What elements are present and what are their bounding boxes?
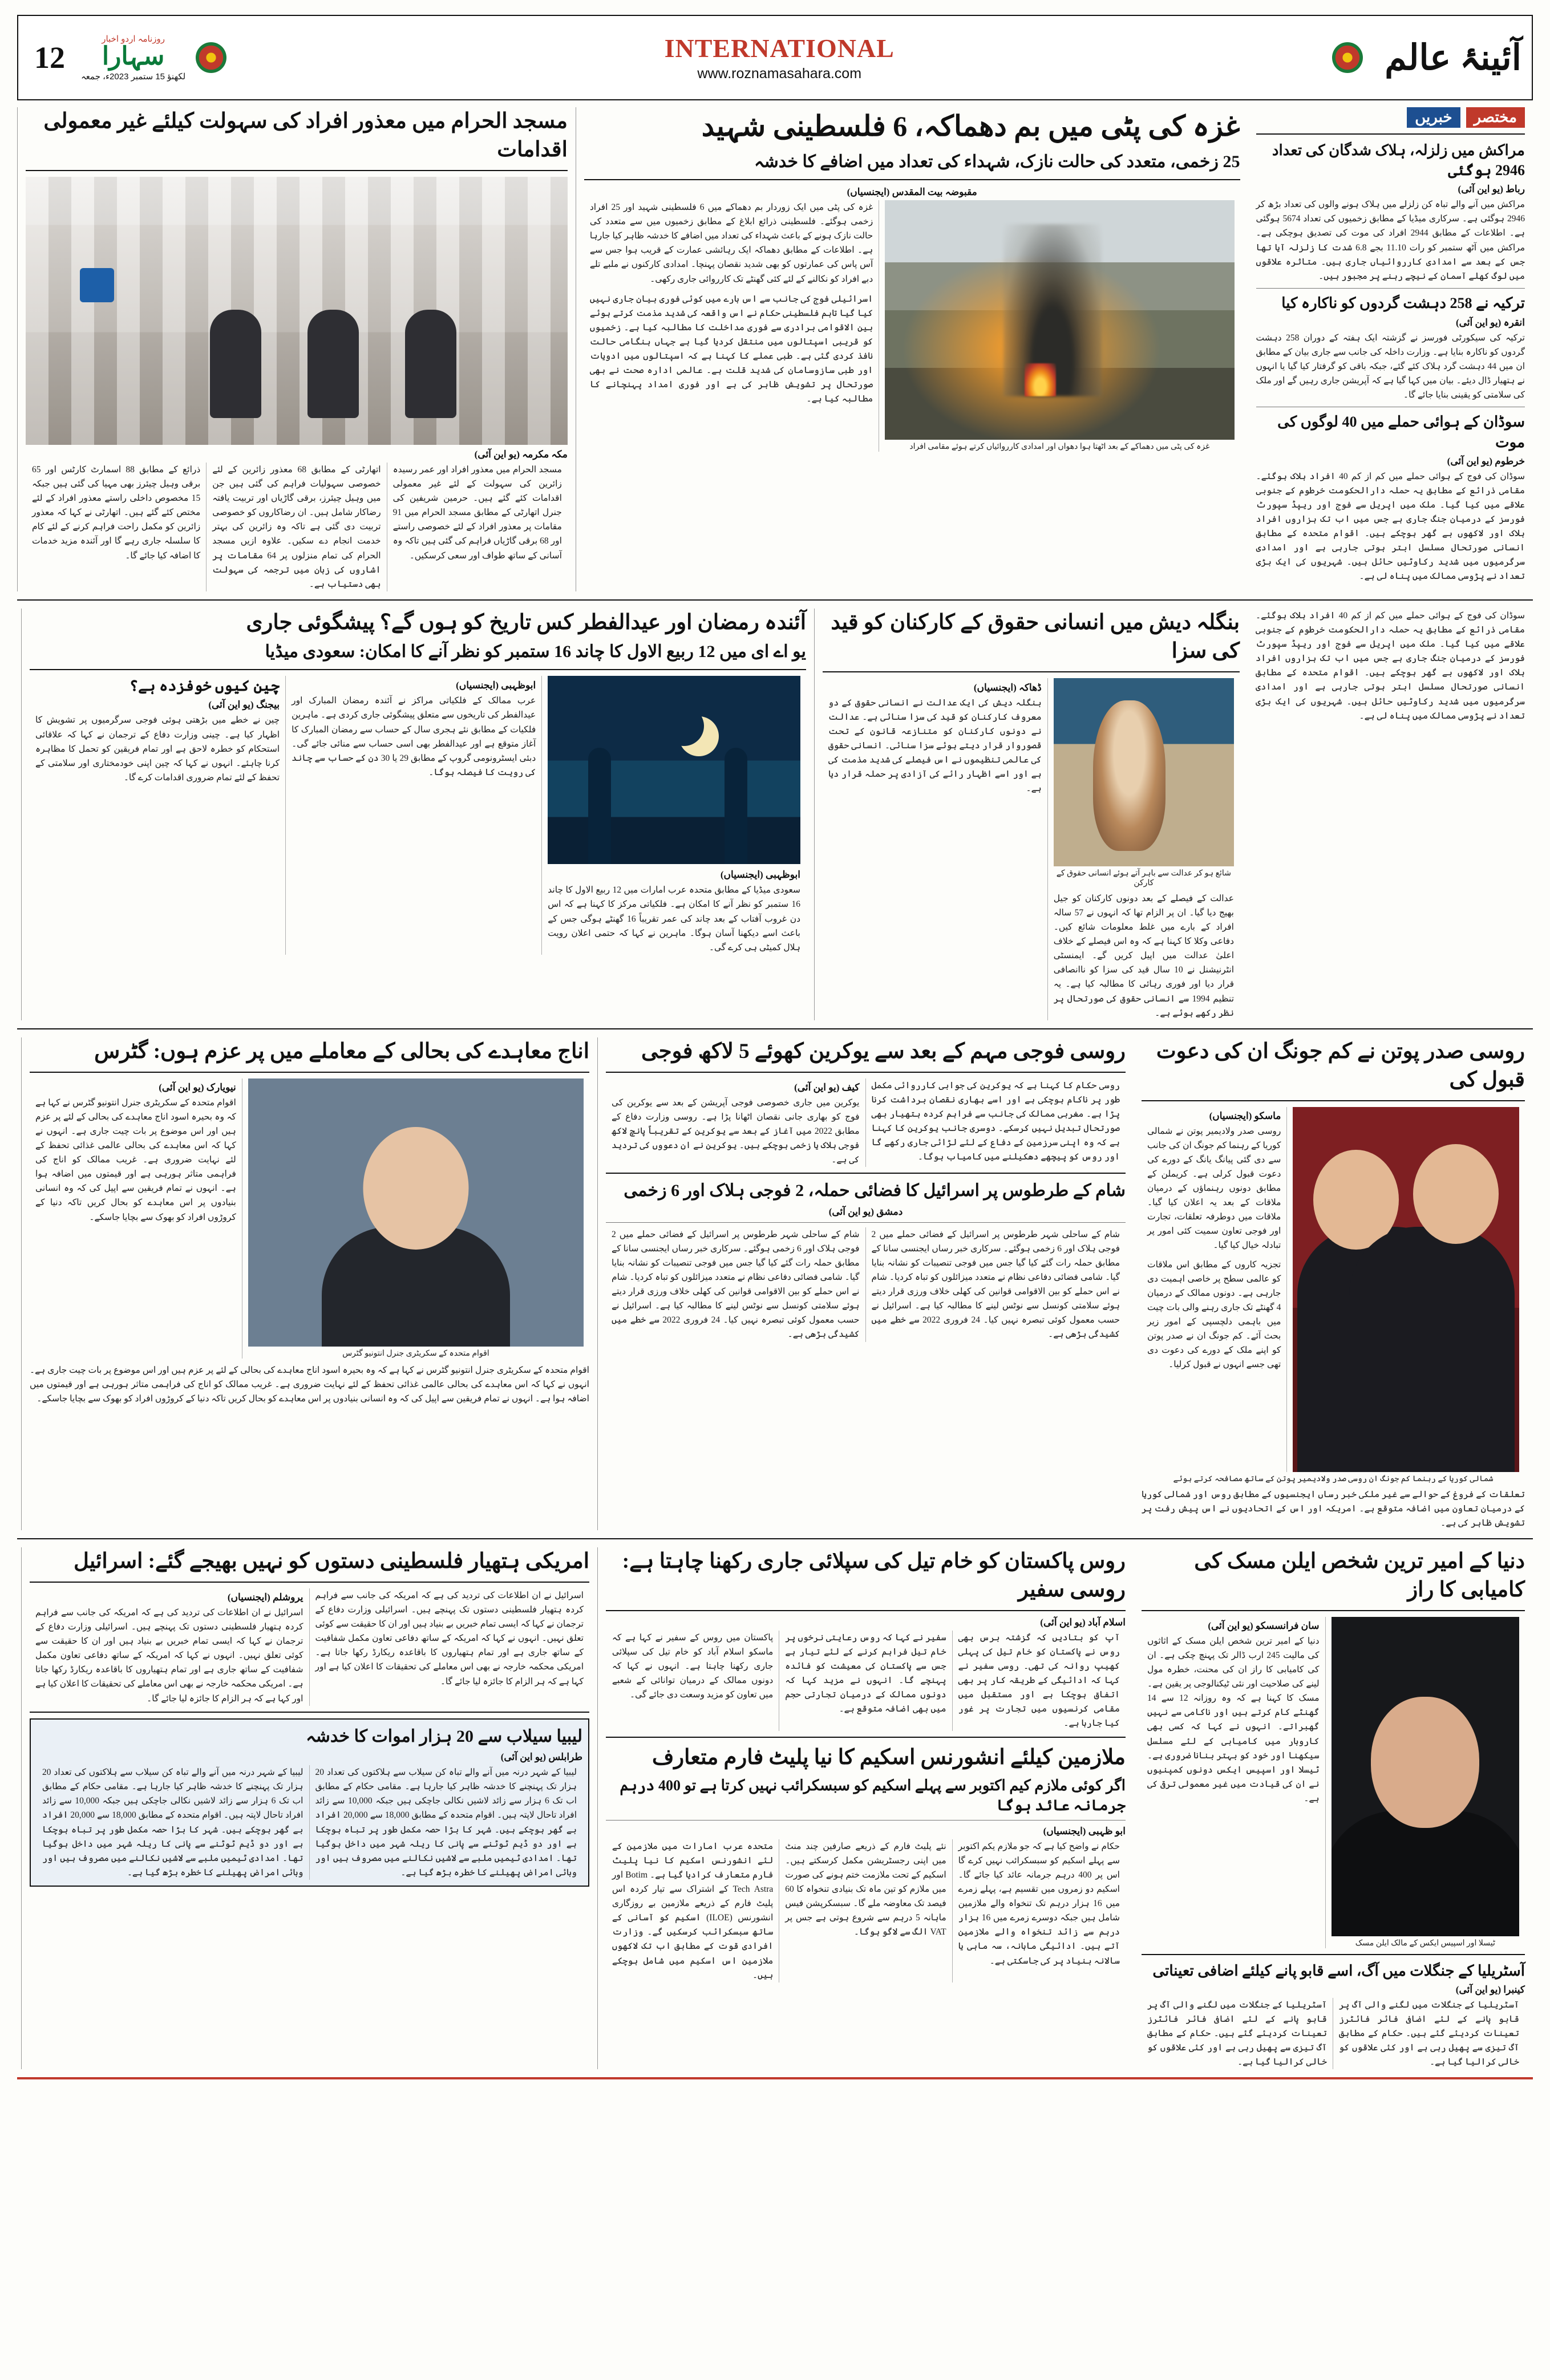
masthead xyxy=(17,15,1533,100)
bangladesh-photo-caption: شائع ہو کر عدالت سے باہر آتے ہوئے انسانی حقوق کے کارکن xyxy=(1056,869,1231,887)
row-fourth xyxy=(17,1547,1533,2070)
row2-sidebar-continued xyxy=(1248,609,1533,1020)
uae-col-2: نئے پلیٹ فارم کے ذریعے صارفین چند منٹ میں اپنی رجسٹریشن مکمل کرسکتے ہیں۔ اسکیم کے تحت ملازمت ختم ہونے کی صورت میں ملازم کو تین ماہ تک بنیادی تنخواہ کا 60 فیصد تک معاوضہ ملے گا۔ سبسکرپشن فیس ماہانہ 5 درہم سے شروع ہوتی ہے جس پر VAT الگ سے لاگو ہوگا۔ xyxy=(785,1841,946,1937)
musk-text: دنیا کے امیر ترین شخص ایلن مسک کے اثاثوں کی مالیت 245 ارب ڈالر تک پہنچ چکی ہے۔ ان کی کامیابی کا راز ان کی محنت، خطرہ مول لینے کی صلاحیت اور نئی ٹیکنالوجی پر یقین ہے۔ مسک کا کہنا ہے کہ وہ روزانہ 12 سے 14 گھنٹے کام کرتے ہیں اور ناکامی سے نہیں گھبراتے۔ انہوں نے کہا کہ کسی بھی کاروبار میں کامیابی کے لئے مسلسل سیکھنا اور خود کو بہتر بنانا ضروری ہے۔ ٹیسلا اور اسپیس ایکس دونوں کمپنیوں نے ان کی قیادت میں غیر معمولی ترقی کی ہے۔ xyxy=(1147,1636,1320,1803)
brief-news-tags xyxy=(1256,107,1525,128)
eid-headline: آئندہ رمضان اور عیدالفطر کس تاریخ کو ہوں گے؟ پیشگوئی جاری xyxy=(246,610,806,634)
china-text: چین نے خطے میں بڑھتی ہوئی فوجی سرگرمیوں پر تشویش کا اظہار کیا ہے۔ چینی وزارت دفاع کے ترجمان نے کہا کہ علاقائی استحکام کو خطرہ لاحق ہے اور تمام فریقین کو تحمل کا مظاہرہ کرنا چاہئے۔ انہوں نے کہا کہ چین اپنی خودمختاری اور سلامتی کے تحفظ کے لئے تمام ضروری اقدامات کرے گا۔ xyxy=(35,715,280,782)
israel-headline: امریکی ہتھیار فلسطینی دستوں کو نہیں بھیجے گئے: اسرائیل xyxy=(73,1549,589,1573)
lead-photo-caption: غزہ کی پٹی میں دھماکے کے بعد اٹھتا ہوا دھواں اور امدادی کارروائیاں کرتے ہوئے مقامی افراد xyxy=(909,443,1210,451)
libya-body xyxy=(37,1765,582,1880)
musk-body xyxy=(1142,1617,1525,1948)
lead-subhead: 25 زخمی، متعدد کی حالت نازک، شہداء کی تعداد میں اضافے کا خدشہ xyxy=(754,152,1240,171)
china-headline: چین کیوں خوفزدہ ہے؟ xyxy=(129,678,280,695)
bangladesh-col-1: بنگلہ دیش کی ایک عدالت نے انسانی حقوق کے دو معروف کارکنان کو قید کی سزا سنائی ہے۔ عدالت نے دونوں کارکنان کو متنازعہ قانون کے تحت قصوروار قرار دیتے ہوئے سزا سنائی۔ انسانی حقوق کی عالمی تنظیموں نے اس فیصلے کی شدید مذمت کی ہے اور اسے اظہار رائے کی آزادی پر حملہ قرار دیا ہے۔ xyxy=(828,698,1042,794)
putin-story xyxy=(1134,1037,1533,1530)
musk-photo-caption: ٹیسلا اور اسپیس ایکس کے مالک ایلن مسک xyxy=(1355,1939,1495,1948)
haram-body xyxy=(26,463,568,591)
crescent-moon-icon xyxy=(664,706,704,746)
australia-byline: کینبرا (یو این آئی) xyxy=(1455,1984,1525,1995)
guterres-body xyxy=(30,1078,589,1359)
guterres-photo xyxy=(248,1078,584,1347)
ukraine-headline: روسی فوجی مہم کے بعد سے یوکرین کھوئے 5 لاکھ فوجی xyxy=(641,1039,1126,1063)
uae-insurance-subhead: اگر کوئی ملازم کیم اکتوبر سے پہلے اسکیم کو سبسکرائب نہیں کرتا ہے تو 400 درہم جرمانہ عائد ہوگا xyxy=(620,1777,1126,1814)
tag-khabrain: خبریں xyxy=(1407,107,1460,128)
masthead-left xyxy=(29,34,226,82)
issue-date: لکھنؤ 15 ستمبر 2023ء، جمعہ xyxy=(81,72,186,82)
brief-byline-2: انقرہ (یو این آئی) xyxy=(1455,317,1525,328)
putin-col-2: تجزیہ کاروں کے مطابق اس ملاقات کو عالمی سطح پر خاصی اہمیت دی جارہی ہے۔ دونوں ممالک کے درمیان 4 گھنٹے تک جاری رہنے والی بات چیت میں باہمی دلچسپی کے امور زیر بحث آئے۔ کم جونگ ان نے صدر پوتن کو اپنے ملک کے دورے کی دعوت دی تھی جسے انہوں نے قبول کرلیا۔ xyxy=(1147,1259,1281,1370)
section-title-ur: آئینۂ عالم xyxy=(1385,39,1521,78)
libya-text-b: لیبیا کے شہر درنہ میں آنے والے تباہ کن سیلاب سے ہلاکتوں کی تعداد 20 ہزار تک پہنچنے کا خدشہ ظاہر کیا جارہا ہے۔ مقامی حکام کے مطابق اب تک 6 ہزار سے زائد لاشیں نکالی جاچکی ہیں جبکہ 10,000 سے زائد افراد تاحال لاپتہ ہیں۔ اقوام متحدہ کے مطابق 18,000 سے 20,000 افراد بے گھر ہوچکے ہیں۔ شہر کا بڑا حصہ مکمل طور پر تباہ ہوچکا ہے اور دو ڈیم ٹوٹنے سے پانی کا ریلہ شہر میں داخل ہوگیا تھا۔ امدادی ٹیمیں ملبے سے لاشیں نکالنے میں مصروف ہیں اور وبائی امراض پھیلنے کا خطرہ بڑھ گیا ہے۔ xyxy=(315,1767,577,1878)
brief-item-2 xyxy=(1256,293,1525,403)
brief-text-3: سوڈان کی فوج کے ہوائی حملے میں کم از کم 40 افراد ہلاک ہوگئے۔ مقامی ذرائع کے مطابق یہ حملہ دارالحکومت خرطوم کے جنوبی علاقے میں کیا گیا۔ ملک میں اپریل سے فوج اور ریپڈ سپورٹ فورسز کے درمیان جنگ جاری ہے جس میں اب تک ہزاروں افراد ہلاک اور لاکھوں بے گھر ہوچکے ہیں۔ اقوام متحدہ کے مطابق انسانی صورتحال مسلسل ابتر ہوتی جارہی ہے اور امدادی سرگرمیوں میں شدید رکاوٹیں حائل ہیں۔ شہریوں کی ایک بڑی تعداد نے پڑوسی ممالک میں پناہ لی ہے۔ xyxy=(1256,471,1525,582)
syria-byline: دمشق (یو این آئی) xyxy=(828,1206,903,1217)
brief-text-2: ترکیہ کی سیکورٹی فورسز نے گزشتہ ایک ہفتہ کے دوران 258 دہشت گردوں کو ناکارہ بنایا ہے۔ وزارت داخلہ کی جانب سے جاری بیان کے مطابق ان میں 44 دہشت گرد ہلاک کئے گئے، جبکہ باقی کو گرفتار کیا گیا یا انہوں نے ہتھیار ڈال دیئے۔ بیان میں کہا گیا ہے کہ آپریشن جاری رہیں گے اور ملک کی سلامتی کو یقینی بنایا جائے گا۔ xyxy=(1256,333,1525,400)
uae-col-3: حکام نے واضح کیا ہے کہ جو ملازم یکم اکتوبر سے پہلے اسکیم کو سبسکرائب نہیں کرے گا اس پر 400 درہم جرمانہ عائد کیا جائے گا۔ اسکیم دو زمروں میں تقسیم ہے، پہلے زمرے میں 16 ہزار درہم تک تنخواہ والے ملازمین شامل ہیں جبکہ دوسرے زمرے میں 16 ہزار درہم سے زائد تنخواہ والے ملازمین آتے ہیں۔ ادائیگی ماہانہ، سہ ماہی یا سالانہ بنیاد پر کی جاسکتی ہے۔ xyxy=(958,1841,1120,1966)
ukraine-col-2: روسی حکام کا کہنا ہے کہ یوکرین کی جوابی کارروائی مکمل طور پر ناکام ہوچکی ہے اور اسے بھاری نقصان برداشت کرنا پڑا ہے۔ مغربی ممالک کی جانب سے فراہم کردہ ہتھیار بھی صورتحال تبدیل نہیں کرسکے۔ دوسری جانب یوکرین کا کہنا ہے کہ وہ اپنی سرزمین کے دفاع کے لئے لڑائی جاری رکھے گا اور روس کو پیچھے دھکیلنے میں کامیاب ہوگا۔ xyxy=(871,1080,1120,1162)
guterres-byline: نیویارک (یو این آئی) xyxy=(159,1081,236,1093)
putin-col-1: روسی صدر ولادیمیر پوتن نے شمالی کوریا کے رہنما کم جونگ ان کی جانب سے دی گئی پیانگ یانگ کے دورے کی دعوت قبول کرلی ہے۔ کریملن کے مطابق دونوں رہنماؤں کے درمیان ملاقات کے بعد یہ اعلان کیا گیا۔ ملاقات میں دوطرفہ تعلقات، تجارت اور فوجی تعاون سمیت کئی امور پر تبادلہ خیال کیا گیا۔ xyxy=(1147,1126,1281,1251)
brief-byline-1: رباط (یو این آئی) xyxy=(1458,184,1525,195)
libya-byline: طرابلس (یو این آئی) xyxy=(500,1751,582,1763)
guterres-text: اقوام متحدہ کے سکریٹری جنرل انتونیو گٹرس نے کہا ہے کہ وہ بحیرہ اسود اناج معاہدے کی بحالی کے لئے پر عزم ہیں اور اس موضوع پر بات چیت جاری ہے۔ انہوں نے کہا کہ اس معاہدے کی بحالی عالمی غذائی تحفظ کے لئے نہایت ضروری ہے۔ غریب ممالک کو اناج کی فراہمی متاثر ہورہی ہے اور قیمتوں میں اضافہ ہوا ہے۔ انہوں نے تمام فریقین سے اپیل کی کہ وہ انسانی بنیادوں پر اس معاہدے کو بحال کریں تاکہ دنیا کے کروڑوں افراد کو بھوک سے بچایا جاسکے۔ xyxy=(35,1097,236,1222)
guterres-text-continued: اقوام متحدہ کے سکریٹری جنرل انتونیو گٹرس نے کہا ہے کہ وہ بحیرہ اسود اناج معاہدے کی بحالی کے لئے پر عزم ہیں اور اس موضوع پر بات چیت جاری ہے۔ انہوں نے کہا کہ اس معاہدے کی بحالی عالمی غذائی تحفظ کے لئے نہایت ضروری ہے۔ غریب ممالک کو اناج کی فراہمی متاثر ہورہی ہے اور قیمتوں میں اضافہ ہوا ہے۔ انہوں نے تمام فریقین سے اپیل کی کہ وہ انسانی بنیادوں پر اس معاہدے کو بحال کریں تاکہ دنیا کے کروڑوں افراد کو بھوک سے بچایا جاسکے۔ xyxy=(30,1365,589,1404)
eid-photo xyxy=(548,676,800,864)
australia-body xyxy=(1142,1998,1525,2070)
haram-byline: مکہ مکرمہ (یو این آئی) xyxy=(474,448,568,460)
brief-headline-2: ترکیہ نے 258 دہشت گردوں کو ناکارہ کیا xyxy=(1281,294,1525,311)
lead-text-col xyxy=(584,200,879,452)
ukraine-body xyxy=(606,1078,1126,1167)
brief-headline-1: مراکش میں زلزلہ، ہلاک شدگان کی تعداد 2946 ہوگئی xyxy=(1272,142,1525,179)
footer-rule xyxy=(17,2077,1533,2079)
musk-headline: دنیا کے امیر ترین شخص ایلن مسک کی کامیابی کا راز xyxy=(1194,1549,1525,1601)
libya-story xyxy=(30,1718,589,1887)
lead-photo-wrap xyxy=(879,200,1240,452)
lead-col-2: اسرائیلی فوج کی جانب سے اس بارے میں کوئی فوری بیان جاری نہیں کیا گیا تاہم فلسطینی حکام نے اس واقعہ کی شدید مذمت کرتے ہوئے بین الاقوامی برادری سے فوری مداخلت کا مطالبہ کیا ہے۔ زخمیوں کو قریبی اسپتالوں میں منتقل کردیا گیا ہے جہاں ہنگامی حالت نافذ کردی گئی ہے۔ طبی عملے کا کہنا ہے کہ اسپتالوں میں ادویات اور طبی سازوسامان کی شدید قلت ہے۔ عالمی ادارہ صحت نے بھی صورتحال پر تشویش ظاہر کی ہے اور فوری امداد پہنچانے کا مطالبہ کیا ہے۔ xyxy=(589,294,873,404)
musk-story xyxy=(1134,1547,1533,2070)
musk-photo xyxy=(1332,1617,1519,1936)
putin-photo-caption: شمالی کوریا کے رہنما کم جونگ ان روسی صدر ولادیمیر پوتن کے ساتھ مصافحہ کرتے ہوئے xyxy=(1173,1474,1494,1483)
row-second xyxy=(17,609,1533,1020)
brief-item-3 xyxy=(1256,412,1525,583)
haram-col-1: مسجد الحرام میں معذور افراد اور عمر رسیدہ زائرین کی سہولت کے لئے غیر معمولی اقدامات کئے گئے ہیں۔ حرمین شریفین کی جنرل اتھارٹی کے مطابق مسجد الحرام میں 91 مقامات پر معذور افراد کے لئے خصوصی راستے اور 68 برقی گاڑیاں فراہم کی گئی ہیں تاکہ وہ آسانی کے ساتھ طواف اور سعی کرسکیں۔ xyxy=(392,464,562,561)
eid-subhead: یو اے ای میں 12 ربیع الاول کا چاند 16 ستمبر کو نظر آنے کا امکان: سعودی میڈیا xyxy=(265,642,806,661)
bangladesh-col-2: عدالت کے فیصلے کے بعد دونوں کارکنان کو جیل بھیج دیا گیا۔ ان پر الزام تھا کہ انہوں نے 57 سالہ افراد کے بارے میں غلط معلومات شائع کیں۔ دفاعی وکلا کا کہنا ہے کہ وہ اس فیصلے کے خلاف اعلیٰ عدالت میں اپیل کریں گے۔ ایمنسٹی انٹرنیشنل نے 10 سال قید کی سزا کو ناانصافی قرار دیا اور فوری رہائی کا مطالبہ کیا ہے۔ یہ تنظیم 1994 سے انسانی حقوق کی صورتحال پر نظر رکھے ہوئے ہے۔ xyxy=(1053,893,1235,1018)
uae-col-1: متحدہ عرب امارات میں ملازمین کے لئے انشورنس اسکیم کا نیا پلیٹ فارم متعارف کرادیا گیا ہے۔ Botim اور Tech Astra کے اشتراک سے تیار کردہ اس پلیٹ فارم کے ذریعے ملازمین بے روزگاری انشورنس (ILOE) اسکیم کو آسانی کے ساتھ سبسکرائب کرسکیں گے۔ وزارت افرادی قوت کے مطابق اب تک لاکھوں ملازمین اس اسکیم میں شامل ہوچکے ہیں۔ xyxy=(612,1841,774,1980)
newspaper-logo xyxy=(81,34,185,82)
lead-body xyxy=(584,200,1240,452)
libya-text-a: لیبیا کے شہر درنہ میں آنے والے تباہ کن سیلاب سے ہلاکتوں کی تعداد 20 ہزار تک پہنچنے کا خدشہ ظاہر کیا جارہا ہے۔ مقامی حکام کے مطابق اب تک 6 ہزار سے زائد لاشیں نکالی جاچکی ہیں جبکہ 10,000 سے زائد افراد تاحال لاپتہ ہیں۔ اقوام متحدہ کے مطابق 18,000 سے 20,000 افراد بے گھر ہوچکے ہیں۔ شہر کا بڑا حصہ مکمل طور پر تباہ ہوچکا ہے اور دو ڈیم ٹوٹنے سے پانی کا ریلہ شہر میں داخل ہوگیا تھا۔ امدادی ٹیمیں ملبے سے لاشیں نکالنے میں مصروف ہیں اور وبائی امراض پھیلنے کا خطرہ بڑھ گیا ہے۔ xyxy=(42,1767,303,1878)
israel-text-a: اسرائیل نے ان اطلاعات کی تردید کی ہے کہ امریکہ کی جانب سے فراہم کردہ ہتھیار فلسطینی دستوں تک پہنچے ہیں۔ اسرائیلی وزارت دفاع کے ترجمان نے کہا کہ ایسی تمام خبریں بے بنیاد ہیں اور ان کا حقیقت سے کوئی تعلق نہیں۔ انہوں نے کہا کہ امریکہ کے ساتھ دفاعی تعاون مکمل شفافیت کے ساتھ جاری ہے اور تمام ہتھیاروں کا باقاعدہ ریکارڈ رکھا جاتا ہے۔ امریکی محکمہ خارجہ نے بھی اس معاملے کی تحقیقات کا اعلان کیا ہے اور کہا ہے کہ ہر الزام کا جائزہ لیا جائے گا۔ xyxy=(35,1607,303,1704)
putin-top xyxy=(1142,1107,1525,1472)
lead-byline: مقبوضہ بیت المقدس (ایجنسیاں) xyxy=(847,186,977,197)
uae-insurance-headline: ملازمین کیلئے انشورنس اسکیم کا نیا پلیٹ فارم متعارف xyxy=(651,1745,1126,1769)
syria-body xyxy=(606,1227,1126,1342)
row-third xyxy=(17,1037,1533,1530)
logo-tagline: روزنامہ اردو اخبار xyxy=(102,34,165,44)
syria-text-a: شام کے ساحلی شہر طرطوس پر اسرائیل کے فضائی حملے میں 2 فوجی ہلاک اور 6 زخمی ہوگئے۔ سرکاری خبر رساں ایجنسی سانا کے مطابق حملہ رات گئے کیا گیا جس میں فوجی تنصیبات کو نشانہ بنایا گیا۔ شامی فضائی دفاعی نظام نے متعدد میزائلوں کو تباہ کردیا۔ شام نے اس حملے کو بین الاقوامی قوانین کی کھلی خلاف ورزی قرار دیتے ہوئے سلامتی کونسل سے نوٹس لینے کا مطالبہ کیا ہے۔ اسرائیل نے حسب معمول کوئی تبصرہ نہیں کیا۔ 24 فروری 2022 سے خطے میں کشیدگی بڑھی ہے۔ xyxy=(871,1229,1120,1340)
haram-col-2: اتھارٹی کے مطابق 68 معذور زائرین کے لئے خصوصی سہولیات فراہم کی گئی ہیں جن میں وہیل چیئرز، برقی گاڑیاں اور تربیت یافتہ رضاکار شامل ہیں۔ ان رضاکاروں کو خصوصی تربیت دی گئی ہے تاکہ وہ زائرین کی بہتر خدمت انجام دے سکیں۔ علاوہ ازیں مسجد الحرام کی تمام منزلوں پر 64 مقامات پر اشاروں کی زبان میں ترجمہ کی سہولت بھی دستیاب ہے۔ xyxy=(212,464,381,589)
ukraine-col-1: یوکرین میں جاری خصوصی فوجی آپریشن کے بعد سے یوکرین کی فوج کو بھاری جانی نقصان اٹھانا پڑا ہے۔ روسی وزارت دفاع کے مطابق 2022 میں آغاز کے بعد سے یوکرین کے تقریباً پانچ لاکھ فوجی ہلاک یا زخمی ہوچکے ہیں۔ یوکرین نے ان دعووں کی تردید کی ہے۔ xyxy=(612,1097,860,1165)
australia-headline: آسٹریلیا کے جنگلات میں آگ، اسے قابو پانے کیلئے اضافی تعیناتی xyxy=(1152,1962,1525,1979)
putin-col-3: تعلقات کے فروغ کے حوالے سے غیر ملکی خبر رساں ایجنسیوں کے مطابق روس اور شمالی کوریا کے درمیان تعاون میں اضافہ متوقع ہے۔ امریکہ اور اس کے اتحادیوں نے اس پیش رفت پر تشویش ظاہر کی ہے۔ xyxy=(1142,1489,1525,1528)
tag-mukhtasar: مختصر xyxy=(1466,107,1525,128)
accessibility-sign-icon xyxy=(80,268,114,302)
eid-photo-byline: ابوظہبی (ایجنسیاں) xyxy=(720,869,800,881)
pak-oil-col-3: آپ کو بتادیں کہ گزشتہ برس بھی روس نے پاکستان کو خام تیل کی پہلی کھیپ روانہ کی تھی۔ روسی سفیر نے کہا کہ ادائیگی کے طریقہ کار پر بھی اتفاق ہوچکا ہے اور مستقبل میں مقامی کرنسیوں میں تجارت پر غور کیا جارہا ہے۔ xyxy=(958,1632,1120,1729)
haram-col-3: ذرائع کے مطابق 88 اسمارٹ کارٹس اور 65 برقی وہیل چیئرز بھی مہیا کی گئی ہیں جبکہ 15 مخصوص داخلی راستے معذور افراد کے لئے مختص کئے گئے ہیں۔ اتھارٹی نے کہا کہ معذور زائرین کو مکمل راحت فراہم کرنے کے لئے کام کا سلسلہ جاری رہے گا اور آئندہ مزید خدمات کا اضافہ کیا جائے گا۔ xyxy=(31,464,201,561)
brief-item-1 xyxy=(1256,140,1525,283)
bangladesh-byline: ڈھاکہ (ایجنسیاں) xyxy=(973,682,1042,693)
floral-ornament-icon-2 xyxy=(1332,42,1363,73)
haram-headline: مسجد الحرام میں معذور افراد کی سہولت کیلئے غیر معمولی اقدامات xyxy=(43,110,568,161)
pak-oil-col-1: پاکستان میں روس کے سفیر نے کہا ہے کہ ماسکو اسلام آباد کو خام تیل کی سپلائی جاری رکھنا چاہتا ہے۔ انہوں نے کہا کہ دونوں ممالک کے درمیان توانائی کے شعبے میں تعاون کو مزید وسعت دی جائے گی۔ xyxy=(612,1632,774,1700)
website-url: www.roznamasahara.com xyxy=(697,66,862,82)
libya-headline: لیبیا سیلاب سے 20 ہزار اموات کا خدشہ xyxy=(306,1726,582,1746)
page-number: 12 xyxy=(34,40,65,75)
floral-ornament-icon xyxy=(196,42,226,73)
uae-insurance-body xyxy=(606,1839,1126,1982)
eid-byline: ابوظہبی (ایجنسیاں) xyxy=(456,680,536,691)
row2-sidebar-text: سوڈان کی فوج کے ہوائی حملے میں کم از کم 40 افراد ہلاک ہوگئے۔ مقامی ذرائع کے مطابق یہ حملہ دارالحکومت خرطوم کے جنوبی علاقے میں کیا گیا۔ ملک میں اپریل سے فوج اور ریپڈ سپورٹ فورسز کے درمیان جنگ جاری ہے جس میں اب تک ہزاروں افراد ہلاک اور لاکھوں بے گھر ہوچکے ہیں۔ اقوام متحدہ کے مطابق انسانی صورتحال مسلسل ابتر ہوتی جارہی ہے اور امدادی سرگرمیوں میں شدید رکاوٹیں حائل ہیں۔ شہریوں کی ایک بڑی تعداد نے پڑوسی ممالک میں پناہ لی ہے۔ xyxy=(1256,610,1525,721)
pak-oil-byline: اسلام آباد (یو این آئی) xyxy=(1040,1616,1126,1628)
israel-byline: یروشلم (ایجنسیاں) xyxy=(227,1591,303,1603)
israel-text-b: اسرائیل نے ان اطلاعات کی تردید کی ہے کہ امریکہ کی جانب سے فراہم کردہ ہتھیار فلسطینی دستوں تک پہنچے ہیں۔ اسرائیلی وزارت دفاع کے ترجمان نے کہا کہ ایسی تمام خبریں بے بنیاد ہیں اور ان کا حقیقت سے کوئی تعلق نہیں۔ انہوں نے کہا کہ امریکہ کے ساتھ دفاعی تعاون مکمل شفافیت کے ساتھ جاری ہے اور تمام ہتھیاروں کا باقاعدہ ریکارڈ رکھا جاتا ہے۔ امریکی محکمہ خارجہ نے بھی اس معاملے کی تحقیقات کا اعلان کیا ہے اور کہا ہے کہ ہر الزام کا جائزہ لیا جائے گا۔ xyxy=(315,1590,584,1686)
section-title-en: INTERNATIONAL xyxy=(664,34,895,63)
china-byline: بیجنگ (یو این آئی) xyxy=(208,699,280,711)
australia-text-b: آسٹریلیا کے جنگلات میں لگنے والی آگ پر قابو پانے کے لئے اضافی فائر فائٹرز تعینات کردیئے گئے ہیں۔ حکام کے مطابق آگ تیزی سے پھیل رہی ہے اور کئی علاقوں کو خالی کرالیا گیا ہے۔ xyxy=(1147,2000,1327,2067)
masthead-center xyxy=(226,33,1332,82)
eid-story xyxy=(21,609,814,1020)
putin-headline: روسی صدر پوتن نے کم جونگ ان کی دعوت قبول کی xyxy=(1156,1039,1525,1092)
guterres-headline: اناج معاہدے کی بحالی کے معاملے میں پر عزم ہوں: گٹرس xyxy=(94,1039,589,1063)
pak-oil-body xyxy=(606,1631,1126,1731)
bangladesh-story xyxy=(814,609,1248,1020)
israel-story xyxy=(21,1547,597,2070)
haram-photo xyxy=(26,177,568,445)
pak-oil-col-2: سفیر نے کہا کہ روس رعایتی نرخوں پر خام تیل فراہم کرنے کے لئے تیار ہے جس سے پاکستان کی معیشت کو فائدہ پہنچے گا۔ انہوں نے مزید کہا کہ دونوں ممالک کے درمیان تجارتی حجم میں بھی اضافہ متوقع ہے۔ xyxy=(785,1632,946,1714)
putin-byline: ماسکو (ایجنسیاں) xyxy=(1209,1110,1281,1121)
bangladesh-photo xyxy=(1054,678,1234,866)
row-top xyxy=(17,107,1533,591)
pak-oil-story xyxy=(597,1547,1134,2070)
eid-col-1: عرب ممالک کے فلکیاتی مراکز نے آئندہ رمضان المبارک اور عیدالفطر کی تاریخوں سے متعلق پیشگوئی جاری کردی ہے۔ ماہرین فلکیات کے مطابق نئے ہجری سال کے حساب سے رمضان المبارک کا آغاز متوقع ہے اور عیدالفطر بھی اسی حساب سے منائی جائے گی۔ دبئی ایسٹرونومی گروپ کے مطابق 29 یا 30 دن کے حساب سے چاند کی رویت کا فیصلہ ہوگا۔ xyxy=(292,696,536,777)
musk-byline: سان فرانسسکو (یو این آئی) xyxy=(1208,1620,1320,1631)
putin-photo xyxy=(1293,1107,1519,1472)
masthead-right xyxy=(1332,37,1521,79)
guterres-photo-caption: اقوام متحدہ کے سکریٹری جنرل انتونیو گٹرس xyxy=(342,1349,489,1358)
guterres-story xyxy=(21,1037,597,1530)
ukraine-byline: کیف (یو این آئی) xyxy=(794,1081,860,1093)
lead-photo xyxy=(885,200,1234,440)
brief-news-sidebar xyxy=(1248,107,1533,591)
eid-col-2: سعودی میڈیا کے مطابق متحدہ عرب امارات میں 12 ربیع الاول کا چاند 16 ستمبر کو نظر آنے کا امکان ہے۔ فلکیاتی مرکز کا کہنا ہے کہ اس دن غروب آفتاب کے بعد چاند کی عمر تقریباً 16 گھنٹے ہوگی جس کے باعث اسے دیکھنا آسان ہوگا۔ ماہرین نے کہا کہ حتمی اعلان رویت ہلال کمیٹی ہی کرے گی۔ xyxy=(548,885,800,952)
australia-text-a: آسٹریلیا کے جنگلات میں لگنے والی آگ پر قابو پانے کے لئے اضافی فائر فائٹرز تعینات کردیئے گئے ہیں۔ حکام کے مطابق آگ تیزی سے پھیل رہی ہے اور کئی علاقوں کو خالی کرالیا گیا ہے۔ xyxy=(1339,2000,1519,2067)
pak-oil-headline: روس پاکستان کو خام تیل کی سپلائی جاری رکھنا چاہتا ہے: روسی سفیر xyxy=(622,1549,1126,1601)
eid-body xyxy=(30,676,806,955)
lead-story xyxy=(576,107,1248,591)
lead-col-1: غزہ کی پٹی میں ایک زوردار بم دھماکے میں 6 فلسطینی شہید اور 25 افراد زخمی ہوگئے۔ فلسطینی ذرائع ابلاغ کے مطابق زخمیوں میں سے متعدد کی حالت نازک ہونے کے باعث شہداء کی تعداد میں اضافے کا خدشہ ظاہر کیا جارہا ہے۔ اطلاعات کے مطابق دھماکہ ایک رہائشی عمارت کے قریب ہوا جس سے آس پاس کی عمارتوں کو بھی شدید نقصان پہنچا۔ امدادی کارکنوں نے ملبے تلے دبے افراد کو نکالنے کے لئے کئی گھنٹے تک کارروائی جاری رکھی۔ xyxy=(589,202,873,284)
haram-story xyxy=(17,107,576,591)
syria-headline: شام کے طرطوس پر اسرائیل کا فضائی حملہ، 2 فوجی ہلاک اور 6 زخمی xyxy=(624,1181,1126,1201)
bangladesh-headline: بنگلہ دیش میں انسانی حقوق کے کارکنان کو قید کی سزا xyxy=(831,610,1240,663)
syria-text-b: شام کے ساحلی شہر طرطوس پر اسرائیل کے فضائی حملے میں 2 فوجی ہلاک اور 6 زخمی ہوگئے۔ سرکاری خبر رساں ایجنسی سانا کے مطابق حملہ رات گئے کیا گیا جس میں فوجی تنصیبات کو نشانہ بنایا گیا۔ شامی فضائی دفاعی نظام نے متعدد میزائلوں کو تباہ کردیا۔ شام نے اس حملے کو بین الاقوامی قوانین کی کھلی خلاف ورزی قرار دیتے ہوئے سلامتی کونسل سے نوٹس لینے کا مطالبہ کیا ہے۔ اسرائیل نے حسب معمول کوئی تبصرہ نہیں کیا۔ 24 فروری 2022 سے خطے میں کشیدگی بڑھی ہے۔ xyxy=(612,1229,860,1340)
uae-insurance-byline: ابو ظہبی (ایجنسیاں) xyxy=(1043,1825,1126,1836)
brief-text-1: مراکش میں آنے والے تباہ کن زلزلے میں ہلاک ہونے والوں کی تعداد بڑھ کر 2946 ہوگئی ہے۔ سرکاری میڈیا کے مطابق زخمیوں کی تعداد 5674 ہوگئی ہے۔ اطلاعات کے مطابق 2944 افراد کی موت کی تصدیق ہوچکی ہے۔ مراکش میں آٹھ ستمبر کو رات 11.10 بجے 6.8 شدت کا زلزلہ آیا تھا جس کے بعد سے امدادی کارروائیاں جاری ہیں۔ متاثرہ علاقوں میں لوگ کھلے آسمان کے نیچے رہنے پر مجبور ہیں۔ xyxy=(1256,200,1525,281)
logo-wordmark: سہارا xyxy=(102,42,165,70)
brief-byline-3: خرطوم (یو این آئی) xyxy=(1447,455,1525,467)
lead-headline: غزہ کی پٹی میں بم دھماکہ، 6 فلسطینی شہید xyxy=(701,110,1240,142)
israel-body xyxy=(30,1588,589,1706)
bangladesh-body xyxy=(823,678,1240,1020)
ukraine-story xyxy=(597,1037,1134,1530)
brief-headline-3: سوڈان کے ہوائی حملے میں 40 لوگوں کی موت xyxy=(1277,413,1525,451)
